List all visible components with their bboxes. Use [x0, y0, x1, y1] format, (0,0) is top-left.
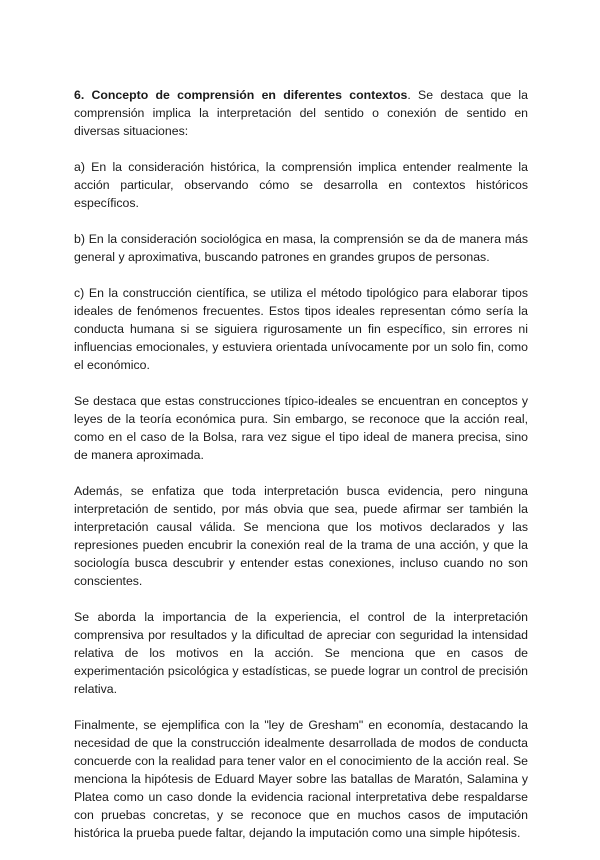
intro-paragraph: [74, 86, 528, 140]
paragraph-a: a) En la consideración histórica, la comprensión implica entender realmente la acción particular, observando cómo se desarrolla en contextos históricos específicos.: [74, 160, 528, 210]
paragraph-ideal-types: Se destaca que estas construcciones típico-ideales se encuentran en conceptos y leyes de la teoría económica pura. Sin embargo, se reconoce que la acción real, como en el caso de la Bolsa, rara vez sigue el tipo ideal de manera precisa, sino de manera aproximada.: [74, 394, 528, 462]
paragraph-evidence: Además, se enfatiza que toda interpretación busca evidencia, pero ninguna interpretación de sentido, por más obvia que sea, puede afirmar ser también la interpretación causal válida. Se menciona que los motivos declarados y las represiones pueden encubrir la conexión real de la trama de una acción, y que la sociología busca descubrir y entender estas conexiones, incluso cuando no son conscientes.: [74, 484, 528, 588]
paragraph-c: c) En la construcción científica, se utiliza el método tipológico para elaborar tipos ideales de fenómenos frecuentes. Estos tipos ideales representan cómo sería la conducta humana si se siguiera rigurosamente un fin específico, sin errores ni influencias emocionales, y estuviera orientada unívocamente por un solo fin, como el económico.: [74, 286, 528, 372]
document-page: [74, 86, 528, 860]
paragraph-experience: Se aborda la importancia de la experiencia, el control de la interpretación comprensiva por resultados y la dificultad de apreciar con seguridad la intensidad relativa de los motivos en la acción. Se menciona que en casos de experimentación psicológica y estadísticas, se puede lograr un control de precisión relativa.: [74, 610, 528, 696]
section-heading: 6. Concepto de comprensión en diferentes contextos: [74, 88, 408, 102]
intro-text: . Se destaca que la comprensión implica la interpretación del sentido o conexión de sentido en diversas situaciones:: [74, 88, 529, 138]
paragraph-b: b) En la consideración sociológica en masa, la comprensión se da de manera más general y aproximativa, buscando patrones en grandes grupos de personas.: [74, 232, 528, 264]
paragraph-conclusion: Finalmente, se ejemplifica con la "ley de Gresham" en economía, destacando la necesidad de que la construcción idealmente desarrollada de modos de conducta concuerde con la realidad para tener valor en el conocimiento de la acción real. Se menciona la hipótesis de Eduard Mayer sobre las batallas de Maratón, Salamina y Platea como un caso donde la evidencia racional interpretativa debe respaldarse con pruebas concretas, y se reconoce que en muchos casos de imputación histórica la prueba puede faltar, dejando la imputación como una simple hipótesis.: [74, 718, 528, 840]
